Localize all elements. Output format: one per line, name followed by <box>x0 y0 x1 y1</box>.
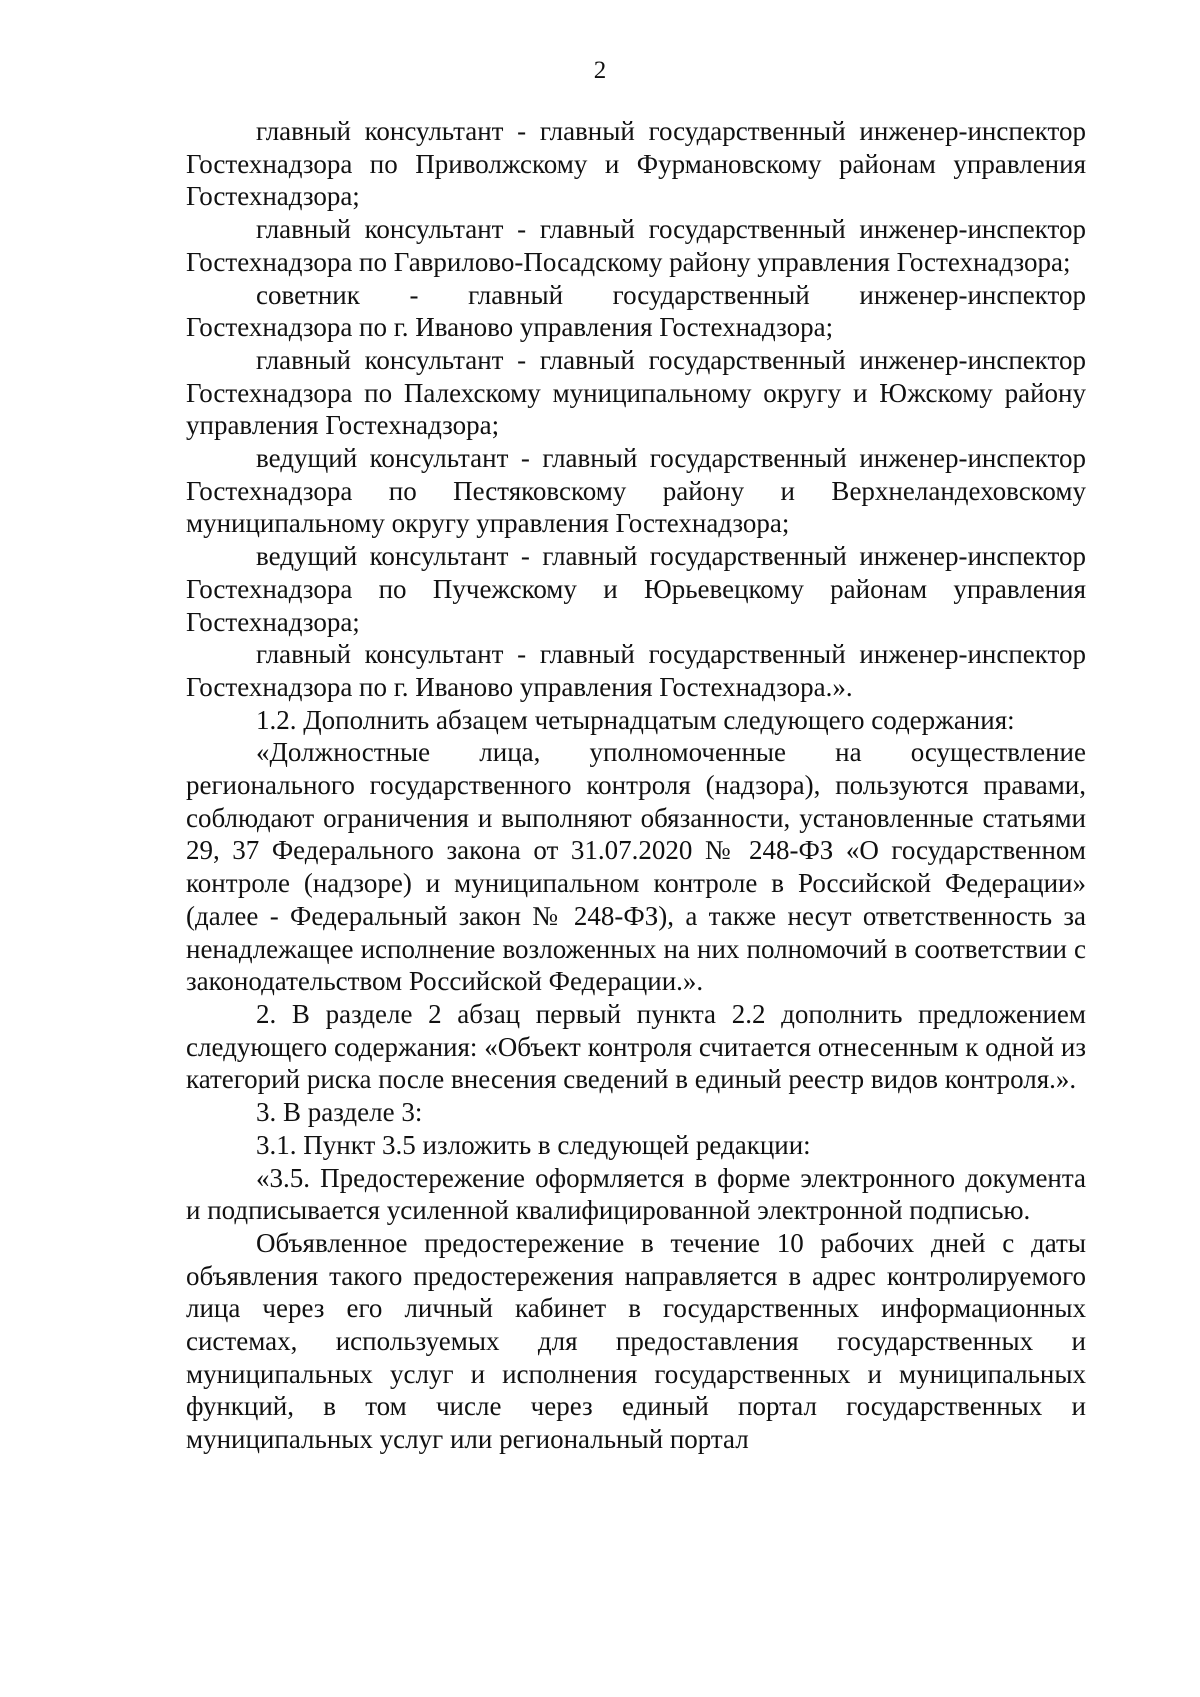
paragraph-7: главный консультант - главный государственный инженер-инспектор Гостехнадзора по г. Иваново управления Гостехнадзора.». <box>186 639 1086 702</box>
paragraph-1: главный консультант - главный государственный инженер-инспектор Гостехнадзора по Приволжскому и Фурмановскому районам управления Гостехнадзора; <box>186 116 1086 212</box>
paragraph-2: главный консультант - главный государственный инженер-инспектор Гостехнадзора по Гаврилово-Посадскому району управления Гостехнадзора; <box>186 214 1086 277</box>
paragraph-6: ведущий консультант - главный государственный инженер-инспектор Гостехнадзора по Пучежскому и Юрьевецкому районам управления Гостехнадзора; <box>186 541 1086 637</box>
paragraph-10: 2. В разделе 2 абзац первый пункта 2.2 дополнить предложением следующего содержания: «Объект контроля считается отнесенным к одной из категорий риска после внесения сведений в единый реестр видов контроля.». <box>186 998 1086 1095</box>
paragraph-11: 3. В разделе 3: <box>256 1097 423 1128</box>
paragraph-9: «Должностные лица, уполномоченные на осуществление регионального государственного контроля (надзора), пользуются правами, соблюдают ограничения и выполняют обязанности, установленные статьями 29, 37 Федерального закона от 31.07.2020 № 248-ФЗ «О государственном контроле (надзоре) и муниципальном контроле в Российской Федерации» (далее - Федеральный закон № 248-ФЗ), а также несут ответственность за ненадлежащее исполнение возложенных на них полномочий в соответствии с законодательством Российской Федерации.». <box>186 737 1086 997</box>
paragraph-13: «3.5. Предостережение оформляется в форме электронного документа и подписывается усиленной квалифицированной электронной подписью. <box>186 1162 1086 1226</box>
paragraph-4: главный консультант - главный государственный инженер-инспектор Гостехнадзора по Палехскому муниципальному округу и Южскому району управления Гостехнадзора; <box>186 344 1086 441</box>
paragraph-12: 3.1. Пункт 3.5 изложить в следующей редакции: <box>256 1129 811 1160</box>
paragraph-3: советник - главный государственный инженер-инспектор Гостехнадзора по г. Иваново управления Гостехнадзора; <box>186 279 1086 343</box>
document-body <box>186 115 1086 1456</box>
paragraph-5: ведущий консультант - главный государственный инженер-инспектор Гостехнадзора по Пестяковскому району и Верхнеландеховскому муниципальному округу управления Гостехнадзора; <box>186 443 1086 539</box>
paragraph-8: 1.2. Дополнить абзацем четырнадцатым следующего содержания: <box>256 704 1015 735</box>
page-number: 2 <box>593 57 607 84</box>
paragraph-14: Объявленное предостережение в течение 10 рабочих дней с даты объявления такого предостережения направляется в адрес контролируемого лица через его личный кабинет в государственных информационных системах, используемых для предоставления государственных и муниципальных услуг и исполнения государственных и муниципальных функций, в том числе через единый портал государственных и муниципальных услуг или региональный портал <box>186 1227 1086 1455</box>
